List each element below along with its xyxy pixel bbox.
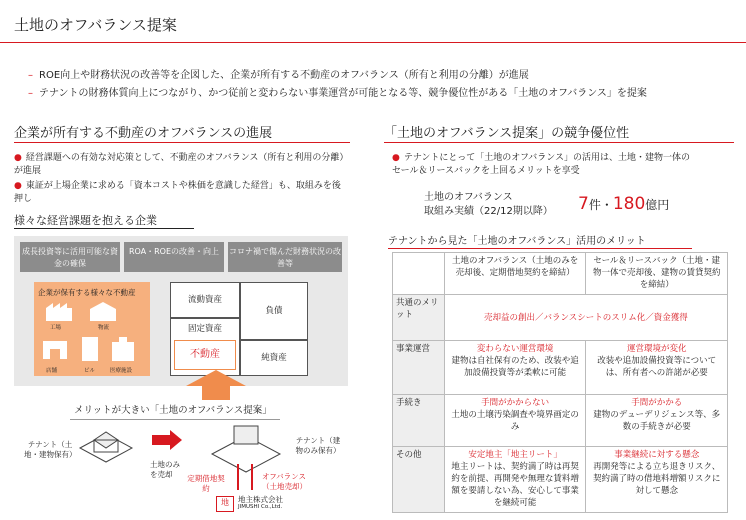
- right-section-heading: 「土地のオフバランス提案」の競争優位性: [384, 126, 630, 141]
- left-section-heading: 企業が所有する不動産のオフバランスの進展: [14, 126, 273, 141]
- col-header-leaseback: セール＆リースバック（土地・建物一体で売却後、建物の賃貸契約を締結）: [586, 253, 728, 295]
- owned-title: 企業が保有する様々な不動産: [38, 288, 136, 297]
- tenant-before-label: テナント（土地・建物保有）: [24, 440, 77, 459]
- right-bullet: ● テナントにとって「土地のオフバランス」の活用は、土地・建物一体のセール＆リースバックを上回るメリットを享受: [392, 153, 690, 176]
- building-icon: [80, 336, 100, 366]
- record-label: 取組み実績（22/12期以降）: [424, 206, 553, 217]
- page-title: 土地のオフバランス提案: [14, 16, 177, 34]
- hospital-icon: [110, 336, 136, 366]
- record-value: 7件・180億円: [578, 194, 670, 214]
- bs-liabilities: 負債: [240, 282, 308, 340]
- intro-item: – ROE向上や財務状況の改善等を企図した、企業が所有する不動産のオフバランス（所有と利用の分離）が進展: [28, 70, 529, 81]
- right-heading-rule: [384, 142, 734, 143]
- common-merit: 売却益の創出／バランスシートのスリム化／資金獲得: [444, 295, 727, 341]
- left-heading-rule: [14, 142, 350, 143]
- offbalance-label: オフバランス（土地売却）: [262, 472, 307, 491]
- owned-label: 物流: [98, 325, 110, 331]
- offbalance-cell: 安定地主「地主リート」 地主リートは、契約満了時は再契約を前提、再開発や無理な賃料増額を要請しない為、安心して事業を継続可能: [444, 447, 586, 513]
- up-arrow-icon: [186, 370, 246, 404]
- company-logo: 地: [216, 496, 234, 512]
- table-title: テナントから見た「土地のオフバランス」活用のメリット: [388, 236, 646, 247]
- right-arrow-icon: [152, 430, 182, 454]
- owned-label: 店舗: [46, 368, 58, 374]
- leaseback-cell: 事業継続に対する懸念 再開発等による立ち退きリスク、契約満了時の借地料増額リスクに対して懸念: [586, 447, 728, 513]
- company-name-en: JIMUSHI Co.,Ltd.: [238, 504, 283, 510]
- table-corner: [393, 253, 445, 295]
- house-before-illustration: [76, 426, 136, 476]
- comparison-table: [392, 252, 728, 513]
- bs-current-assets: 流動資産: [170, 282, 240, 318]
- left-bullet: ● 東証が上場企業に求める「資本コストや株価を意識した経営」も、取組みを後押し: [14, 181, 341, 204]
- diagram-title: 様々な経営課題を抱える企業: [14, 214, 157, 227]
- bs-realestate: 不動産: [174, 340, 236, 370]
- store-icon: [42, 338, 68, 364]
- col-header-offbalance: 土地のオフバランス（土地のみを売却後、定期借地契約を締結）: [444, 253, 586, 295]
- left-bullet: ● 経営課題への有効な対応策として、不動産のオフバランス（所有と利用の分離）が進展: [14, 153, 344, 176]
- intro-item: – テナントの財務体質向上につながり、かつ従前と変わらない事業運営が可能となる等、競争優位性がある「土地のオフバランス」を提案: [28, 88, 647, 99]
- tenant-after-label: テナント（建物のみ保有）: [295, 436, 341, 455]
- row-label: 手続き: [393, 395, 445, 447]
- merit-title: メリットが大きい「土地のオフバランス提案」: [74, 405, 272, 416]
- leaseback-cell: 手間がかかる 建物のデューデリジェンス等、多数の手続きが必要: [586, 395, 728, 447]
- table-title-rule: [388, 248, 692, 249]
- owned-label: 医療施設: [110, 368, 133, 374]
- row-label: その他: [393, 447, 445, 513]
- updown-arrow-icon: [230, 462, 260, 496]
- offbalance-cell: 変わらない運営環境 建物は自社保有のため、改装や追加設備投資等が柔軟に可能: [444, 341, 586, 395]
- diagram-title-rule: [14, 228, 194, 229]
- issue-box: ROA・ROEの改善・向上: [124, 242, 224, 272]
- title-divider: [0, 42, 746, 43]
- owned-label: 工場: [50, 325, 62, 331]
- offbalance-cell: 手間がかからない 土地の土壌汚染調査や境界画定のみ: [444, 395, 586, 447]
- row-label: 事業運営: [393, 341, 445, 395]
- issue-box: コロナ禍で傷んだ財務状況の改善等: [228, 242, 342, 272]
- bs-equity: 純資産: [240, 340, 308, 376]
- record-label: 土地のオフバランス: [424, 192, 513, 203]
- leaseback-cell: 運営環境が変化 改装や追加設備投資等については、所有者への許諾が必要: [586, 341, 728, 395]
- row-label: 共通のメリット: [393, 295, 445, 341]
- bs-fixed-assets: 固定資産: [170, 318, 240, 376]
- owned-label: ビル: [84, 368, 96, 374]
- company-name: 地主株式会社: [238, 495, 283, 504]
- lease-label: 定期借地契約: [187, 474, 225, 493]
- issue-box: 成長投資等に活用可能な資金の確保: [20, 242, 120, 272]
- sell-label: 土地のみを売却: [150, 460, 180, 479]
